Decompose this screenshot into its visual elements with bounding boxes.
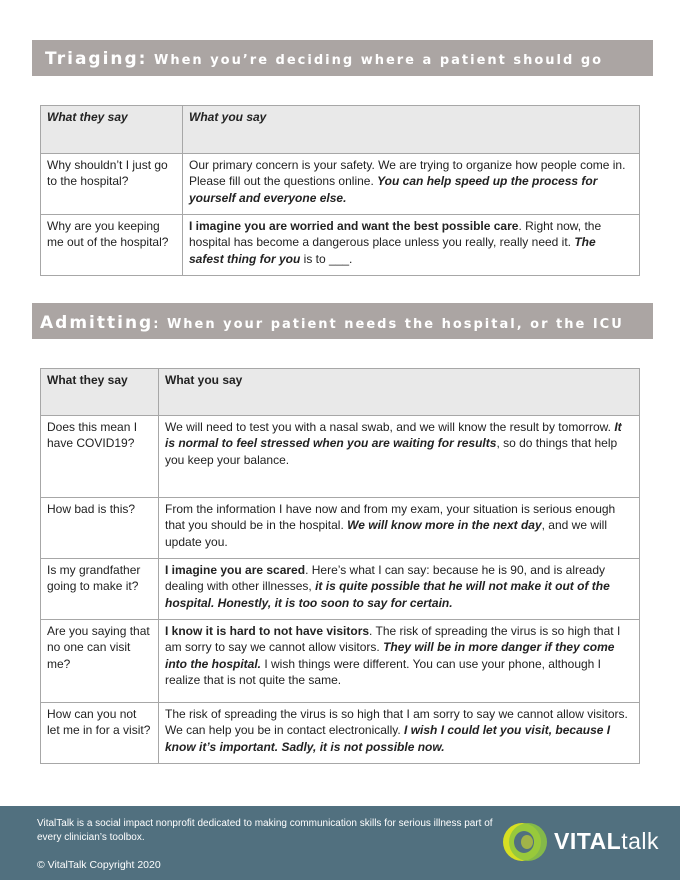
table-row bbox=[41, 620, 640, 703]
you-say-cell bbox=[159, 703, 640, 764]
you-say-cell bbox=[159, 498, 640, 559]
text-segment: The risk of spreading the virus is so high that I am sorry to say we cannot allow visitors. We can help you be in contact electronically. bbox=[165, 707, 628, 738]
logo-word-talk: talk bbox=[621, 828, 660, 854]
table-header-row bbox=[41, 369, 640, 416]
they-say-cell: Why are you keeping me out of the hospital? bbox=[41, 215, 183, 276]
you-say-cell bbox=[183, 215, 640, 276]
logo-word-vital: VITAL bbox=[554, 828, 622, 854]
triaging-subtitle: When you’re deciding where a patient should go bbox=[147, 53, 604, 68]
text-segment: They will be in more danger if they come into the hospital. bbox=[165, 640, 615, 671]
admitting-section-header bbox=[32, 303, 653, 339]
text-segment: . Right now, the hospital has become a dangerous place unless you really, really need it. bbox=[189, 219, 602, 250]
text-segment: You can help speed up the process for yourself and everyone else. bbox=[189, 174, 598, 205]
text-segment: , so do things that help you keep your balance. bbox=[165, 436, 618, 467]
table-row bbox=[41, 215, 640, 276]
table-row bbox=[41, 498, 640, 559]
text-segment: it is quite possible that he will not make it out of the hospital. Honestly, it is too soon to say for certain. bbox=[165, 579, 610, 610]
table-row bbox=[41, 154, 640, 215]
text-segment: From the information I have now and from my exam, your situation is serious enough that you should be in the hospital. bbox=[165, 502, 616, 533]
they-say-cell: How can you not let me in for a visit? bbox=[41, 703, 159, 764]
text-segment: I imagine you are scared bbox=[165, 563, 306, 577]
text-segment: , and we will update you. bbox=[165, 518, 607, 549]
vitaltalk-logo bbox=[500, 820, 660, 864]
vitaltalk-logo-mark-icon bbox=[500, 820, 552, 864]
text-segment: I know it is hard to not have visitors bbox=[165, 624, 370, 638]
they-say-cell: How bad is this? bbox=[41, 498, 159, 559]
text-segment: We will need to test you with a nasal swab, and we will know the result by tomorrow. bbox=[165, 420, 615, 434]
you-say-cell bbox=[159, 620, 640, 703]
vitaltalk-logo-text bbox=[554, 828, 659, 855]
text-segment: It is normal to feel stressed when you are waiting for results bbox=[165, 420, 622, 451]
text-segment: is to ___. bbox=[300, 251, 353, 266]
column-header-they-say: What they say bbox=[41, 106, 183, 154]
column-header-you-say: What you say bbox=[183, 106, 640, 154]
column-header-you-say: What you say bbox=[159, 369, 640, 416]
column-header-they-say: What they say bbox=[41, 369, 159, 416]
table-row bbox=[41, 703, 640, 764]
text-segment: I imagine you are worried and want the best possible care bbox=[189, 219, 519, 233]
they-say-cell: Why shouldn’t I just go to the hospital? bbox=[41, 154, 183, 215]
text-segment: We will know more in the next day bbox=[347, 518, 542, 533]
text-segment: I wish I could let you visit, because I know it’s important. Sadly, it is not possible now. bbox=[165, 723, 611, 754]
triaging-section-header bbox=[32, 40, 653, 76]
text-segment: . Here’s what I can say: because he is 90, and is already dealing with other illnesses, bbox=[165, 563, 606, 594]
admitting-title: Admitting bbox=[40, 313, 154, 333]
triaging-title: Triaging: bbox=[45, 49, 148, 69]
table-row bbox=[41, 559, 640, 620]
you-say-cell bbox=[159, 416, 640, 498]
text-segment: . The risk of spreading the virus is so high that I am sorry to say we cannot allow visitors. bbox=[165, 624, 621, 655]
admitting-subtitle: : When your patient needs the hospital, or the ICU bbox=[153, 317, 624, 332]
they-say-cell: Is my grandfather going to make it? bbox=[41, 559, 159, 620]
you-say-cell bbox=[159, 559, 640, 620]
table-header-row bbox=[41, 106, 640, 154]
they-say-cell: Does this mean I have COVID19? bbox=[41, 416, 159, 498]
text-segment: The safest thing for you bbox=[189, 235, 596, 266]
table-row bbox=[41, 416, 640, 498]
you-say-cell bbox=[183, 154, 640, 215]
triaging-table bbox=[40, 105, 640, 276]
text-segment: Our primary concern is your safety. We are trying to organize how people come in. Please fill out the questions online. bbox=[189, 158, 626, 189]
footer bbox=[0, 806, 680, 880]
they-say-cell: Are you saying that no one can visit me? bbox=[41, 620, 159, 703]
footer-description: VitalTalk is a social impact nonprofit dedicated to making communication skills for serious illness part of every clinician’s toolbox. bbox=[37, 818, 493, 843]
admitting-table bbox=[40, 368, 640, 764]
text-segment: I wish things were different. You can use your phone, although I realize that is not quite the same. bbox=[165, 656, 602, 687]
footer-copyright: © VitalTalk Copyright 2020 bbox=[37, 859, 161, 871]
